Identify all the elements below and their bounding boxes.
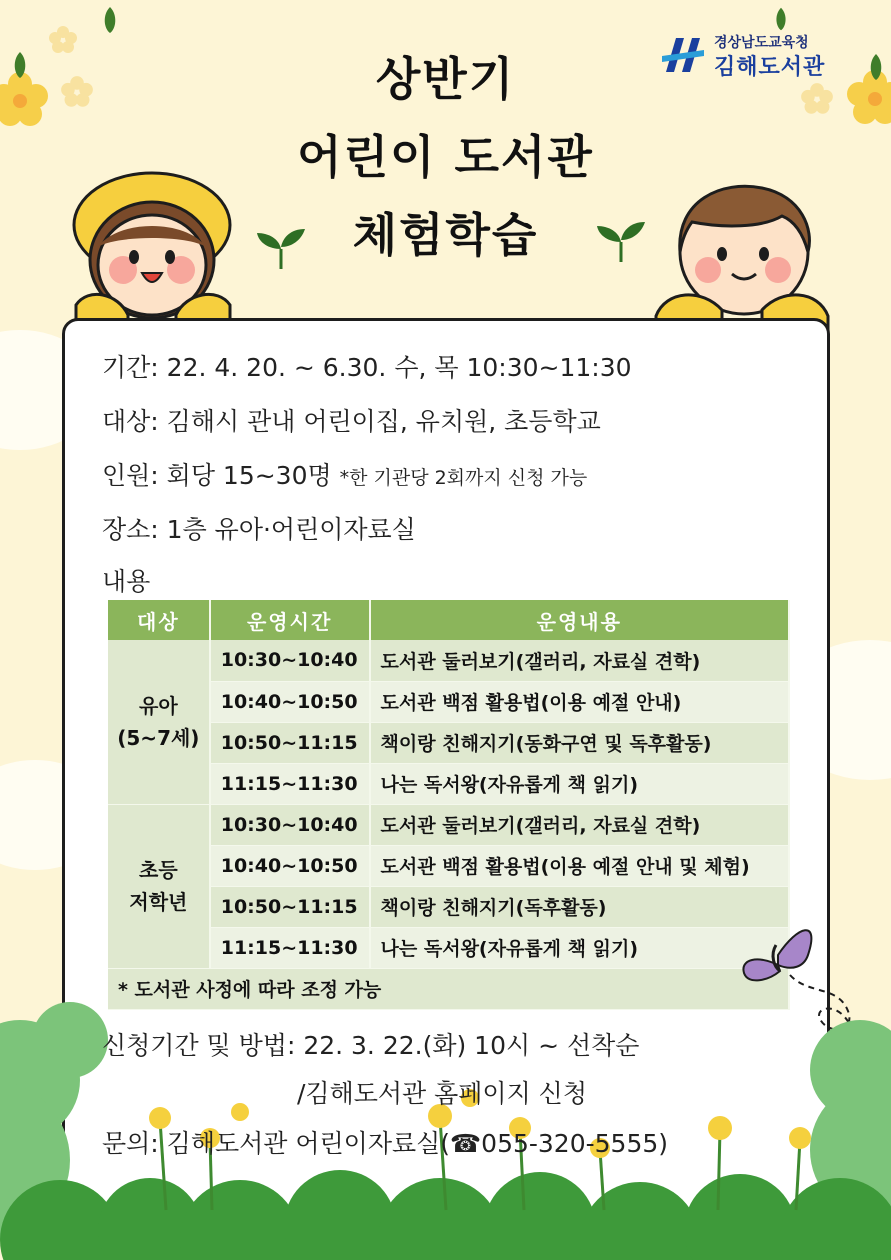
group-cell-elementary [108, 804, 210, 968]
content-label: 내용 [102, 567, 151, 596]
group-cell-preschool [108, 640, 210, 804]
people-line [102, 456, 587, 492]
title-line: 어린이 도서관 [297, 130, 594, 184]
title-line: 체험학습 [352, 208, 539, 262]
time-cell: 10:40~10:50 [210, 845, 370, 886]
table-row [108, 927, 789, 968]
logo-organization: 경상남도교육청 [714, 35, 809, 51]
header-time: 운영시간 [210, 600, 370, 640]
target-text: 대상: 김해시 관내 어린이집, 유치원, 초등학교 [102, 407, 601, 436]
content-cell: 도서관 둘러보기(갤러리, 자료실 견학) [370, 640, 789, 681]
logo-library-name: 김해도서관 [714, 55, 826, 80]
leaf-icon [100, 5, 120, 35]
table-row [108, 763, 789, 804]
library-logo[interactable] [660, 30, 860, 80]
content-cell: 도서관 백점 활용법(이용 예절 안내) [370, 681, 789, 722]
place-text: 장소: 1층 유아·어린이자료실 [102, 515, 416, 544]
content-cell: 책이랑 친해지기(동화구연 및 독후활동) [370, 722, 789, 763]
group-name-line: 유아 [139, 693, 178, 718]
table-row [108, 640, 789, 681]
sprout-icon [255, 225, 307, 271]
period-text: 기간: 22. 4. 20. ~ 6.30. 수, 목 10:30~11:30 [102, 353, 632, 382]
time-cell: 11:15~11:30 [210, 763, 370, 804]
group-name-line: 초등 [139, 858, 178, 882]
boy-character [652, 170, 832, 330]
library-logo-icon [660, 32, 706, 76]
table-note: * 도서관 사정에 따라 조정 가능 [108, 968, 789, 1009]
table-row [108, 681, 789, 722]
content-cell: 책이랑 친해지기(독후활동) [370, 886, 789, 927]
time-cell: 10:40~10:50 [210, 681, 370, 722]
schedule-table [108, 600, 790, 1010]
header-content: 운영내용 [370, 600, 789, 640]
time-cell: 10:30~10:40 [210, 804, 370, 845]
apply-line-1: 신청기간 및 방법: 22. 3. 22.(화) 10시 ~ 선착순 [102, 1031, 640, 1060]
table-row [108, 886, 789, 927]
people-note: *한 기관당 2회까지 신청 가능 [339, 467, 588, 489]
time-cell: 11:15~11:30 [210, 927, 370, 968]
table-header-row [108, 600, 789, 640]
time-cell: 10:50~11:15 [210, 722, 370, 763]
content-cell: 도서관 둘러보기(갤러리, 자료실 견학) [370, 804, 789, 845]
time-cell: 10:50~11:15 [210, 886, 370, 927]
title-line: 상반기 [375, 52, 516, 106]
group-name-line: (5~7세) [117, 725, 200, 750]
apply-line-2: /김해도서관 홈페이지 신청 [297, 1079, 587, 1108]
leaf-icon [772, 6, 790, 32]
time-cell: 10:30~10:40 [210, 640, 370, 681]
content-cell: 도서관 백점 활용법(이용 예절 안내 및 체험) [370, 845, 789, 886]
content-cell: 나는 독서왕(자유롭게 책 읽기) [370, 763, 789, 804]
group-name-line: 저학년 [129, 890, 188, 914]
contact-text: 문의: 김해도서관 어린이자료실(☎055-320-5555) [102, 1129, 669, 1158]
table-row [108, 722, 789, 763]
content-cell: 나는 독서왕(자유롭게 책 읽기) [370, 927, 789, 968]
people-text: 인원: 회당 15~30명 [102, 461, 332, 490]
table-row [108, 804, 789, 845]
table-row [108, 845, 789, 886]
sprout-icon [595, 218, 647, 264]
girl-character [68, 165, 238, 330]
header-target: 대상 [108, 600, 210, 640]
